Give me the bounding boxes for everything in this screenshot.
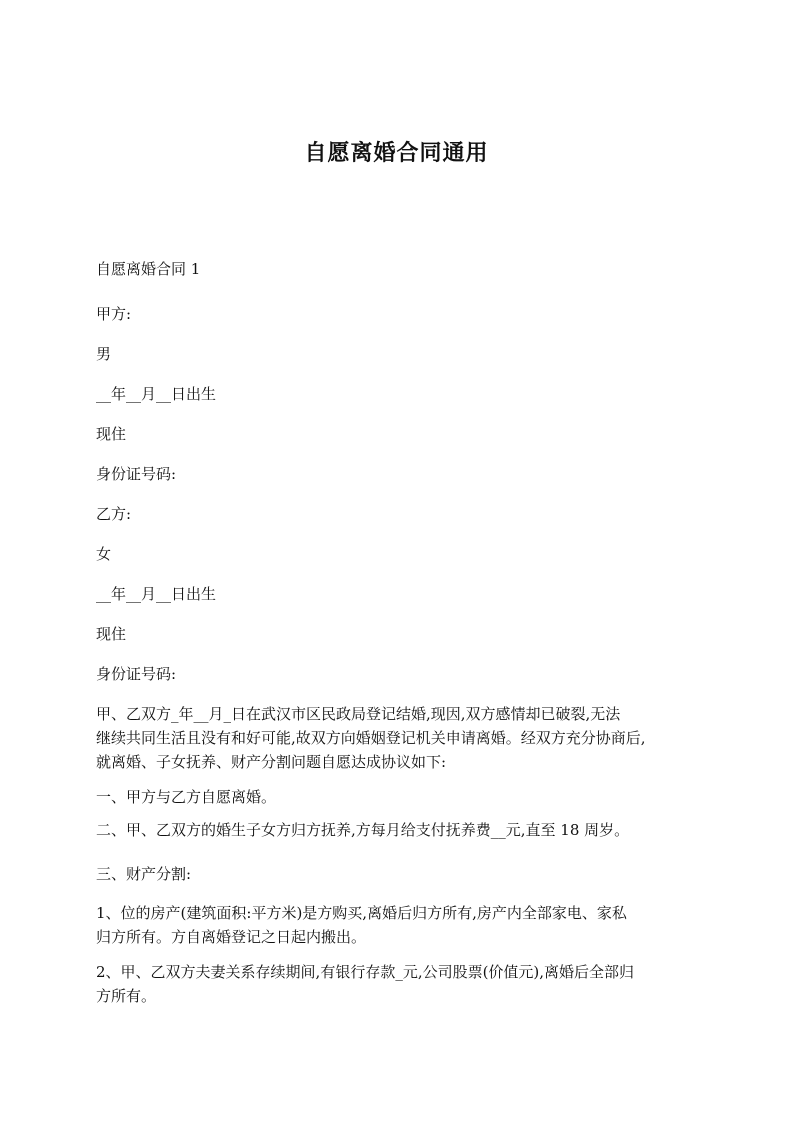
party-b-label: 乙方: bbox=[96, 505, 132, 523]
party-a-birth: __年__月__日出生 bbox=[96, 385, 217, 403]
intro-paragraph bbox=[96, 702, 708, 774]
party-a-label: 甲方: bbox=[96, 305, 132, 323]
intro-line: 继续共同生活且没有和好可能,故双方向婚姻登记机关申请离婚。经双方充分协商后, bbox=[96, 729, 646, 747]
clause-2: 二、甲、乙双方的婚生子女方归方抚养,方每月给支付抚养费__元,直至 18 周岁。 bbox=[96, 821, 630, 839]
clause-3: 三、财产分割: bbox=[96, 865, 192, 883]
party-b-id-number: 身份证号码: bbox=[96, 665, 177, 683]
property-2-line: 方所有。 bbox=[96, 987, 157, 1005]
property-1-line: 1、位的房产(建筑面积:平方米)是方购买,离婚后归方所有,房产内全部家电、家私 bbox=[96, 904, 627, 922]
party-b-birth: __年__月__日出生 bbox=[96, 585, 217, 603]
property-clause-2 bbox=[96, 960, 708, 1008]
intro-line: 就离婚、子女抚养、财产分割问题自愿达成协议如下: bbox=[96, 753, 447, 771]
party-b-residence: 现住 bbox=[96, 625, 127, 643]
contract-subtitle: 自愿离婚合同 1 bbox=[96, 260, 201, 278]
document-title: 自愿离婚合同通用 bbox=[304, 141, 489, 166]
property-clause-1 bbox=[96, 901, 708, 949]
party-a-id-number: 身份证号码: bbox=[96, 465, 177, 483]
clause-1: 一、甲方与乙方自愿离婚。 bbox=[96, 788, 277, 806]
intro-line: 甲、乙双方_年__月_日在武汉市区民政局登记结婚,现因,双方感情却已破裂,无法 bbox=[96, 705, 621, 723]
party-a-gender: 男 bbox=[96, 345, 112, 363]
party-a-residence: 现住 bbox=[96, 425, 127, 443]
property-2-line: 2、甲、乙双方夫妻关系存续期间,有银行存款_元,公司股票(价值元),离婚后全部归 bbox=[96, 963, 635, 981]
property-1-line: 归方所有。方自离婚登记之日起内搬出。 bbox=[96, 928, 367, 946]
party-b-gender: 女 bbox=[96, 545, 112, 563]
